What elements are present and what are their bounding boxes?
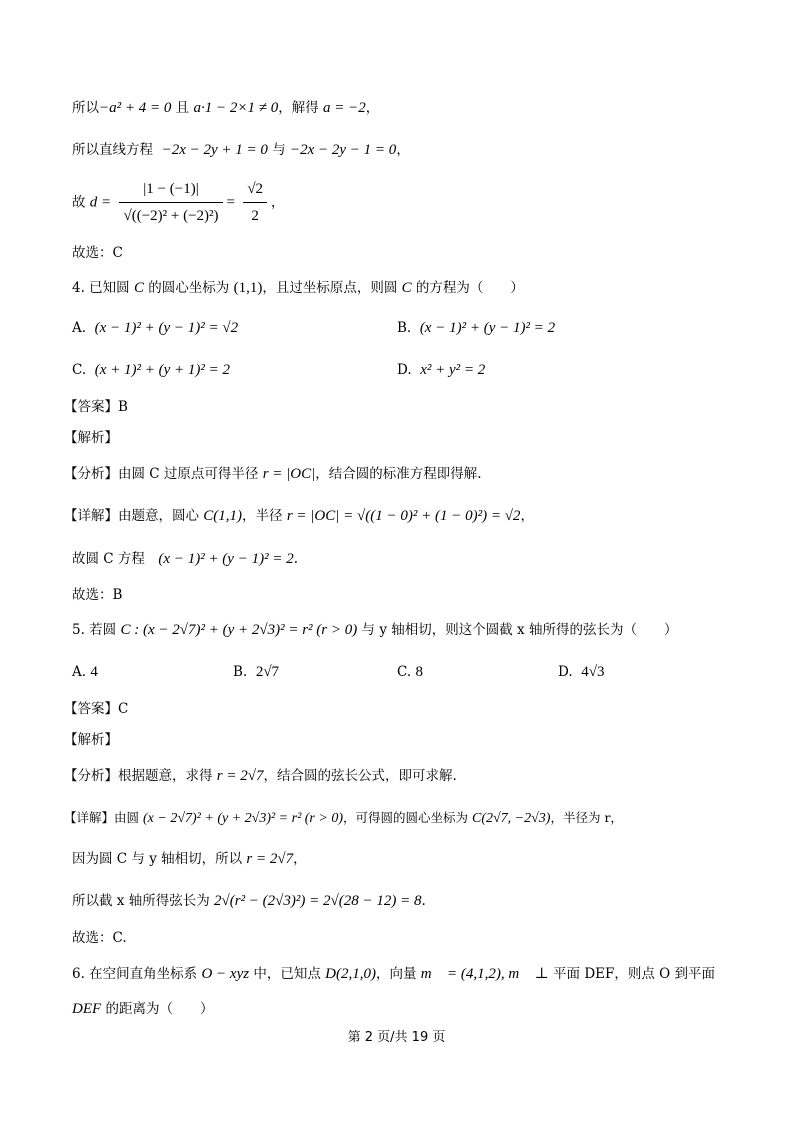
option-label: B. (397, 320, 412, 336)
tag: 【详解】 (64, 508, 118, 524)
answer-tag: 【答案】 (64, 399, 118, 415)
question-5 (72, 620, 677, 640)
math-expr: 2√(r² − (2√3)²) = 2√(28 − 12) = 8 (214, 893, 422, 909)
question-6 (72, 964, 715, 984)
math-expr: D(2,1,0) (325, 966, 376, 982)
fenxi-4 (64, 464, 482, 484)
numerator: √2 (243, 178, 267, 203)
option-5b (233, 662, 279, 682)
fraction (119, 178, 222, 227)
text: 所以 (72, 100, 99, 116)
text: ， (520, 508, 534, 524)
option-4d (397, 360, 485, 380)
math-expr: C : (x − 2√7)² + (y + 2√3)² = r² (r > 0) (120, 622, 358, 638)
solution-line-1 (72, 98, 379, 118)
math-expr: 4 (90, 664, 98, 680)
option-label: A. (72, 320, 87, 336)
analysis-tag: 【解析】 (64, 732, 118, 748)
option-label: D. (558, 664, 573, 680)
math-expr: r = |OC| (262, 466, 316, 482)
denominator: √((−2)² + (−2)²) (123, 208, 219, 224)
text: ，结合圆的标准方程即得解. (315, 466, 482, 482)
math-expr: r = 2√7 (216, 768, 264, 784)
xiangjie-4 (64, 506, 534, 526)
math-expr: 8 (415, 664, 423, 680)
tangent-5 (72, 849, 307, 869)
text: 中，已知点 (249, 966, 326, 982)
option-label: B. (233, 664, 248, 680)
text: 与 y 轴相切，则这个圆截 x 轴所得的弦长为（ ） (357, 622, 678, 638)
math-expr: −2x − 2y − 1 = 0 (290, 142, 397, 158)
tag: 【分析】 (64, 466, 118, 482)
answer-value: C (118, 701, 129, 717)
math-expr: C(1,1) (203, 508, 243, 524)
option-4a (72, 318, 238, 338)
math-expr: (x + 1)² + (y + 1)² = 2 (94, 362, 231, 378)
text: 的距离为（ ） (101, 1001, 214, 1017)
math-expr: −a² + 4 = 0 (99, 100, 172, 116)
page-footer: 第 2 页/共 19 页 (347, 1030, 446, 1045)
text: . (293, 551, 298, 567)
math-expr: = (226, 194, 236, 211)
option-label: A. (72, 664, 87, 680)
xiangjie-5 (64, 808, 623, 829)
math-expr: C(2√7, −2√3) (471, 811, 551, 826)
text: ，向量 (376, 966, 421, 982)
fenxi-5 (64, 766, 457, 786)
math-expr: (x − 1)² + (y − 1)² = 2 (419, 320, 556, 336)
text: 故选：C (72, 245, 123, 261)
math-expr: (x − 1)² + (y − 1)² = 2 (158, 551, 294, 567)
tag: 【详解】 (64, 810, 115, 825)
text: 根据题意，求得 (118, 768, 217, 784)
text: 与 (267, 142, 290, 158)
math-expr: (1,1) (233, 280, 263, 296)
text: 6. 在空间直角坐标系 (72, 966, 202, 982)
text: 由题意，圆心 (118, 508, 204, 524)
text: . (421, 893, 426, 909)
option-5d (558, 662, 604, 682)
math-var: C (401, 280, 412, 296)
text: ，解得 (278, 100, 323, 116)
option-label: C. (72, 362, 87, 378)
option-4b (397, 318, 555, 338)
analysis-4 (64, 428, 118, 448)
text: 故选：C. (72, 930, 127, 946)
text: 因为圆 C 与 y 轴相切，所以 (72, 851, 247, 867)
option-label: C. (397, 664, 412, 680)
text: 由圆 C 过原点可得半径 (118, 466, 263, 482)
math-expr: 4√3 (581, 664, 605, 680)
math-expr: a = −2 (323, 100, 366, 116)
conclusion-4 (72, 549, 298, 569)
answer-value: B (118, 399, 128, 415)
text: 的方程为（ ） (411, 280, 524, 296)
math-expr: x² + y² = 2 (420, 362, 486, 378)
question-6-cont (72, 999, 213, 1019)
text: ， (365, 100, 380, 116)
denominator: 2 (251, 208, 259, 224)
text: ，且过坐标原点，则圆 (262, 280, 402, 296)
math-expr: (x − 2√7)² + (y + 2√3)² = r² (r > 0) (143, 811, 343, 826)
text: 4. 已知圆 (72, 280, 134, 296)
text: 故圆 C 方程 (72, 551, 159, 567)
analysis-tag: 【解析】 (64, 430, 118, 446)
math-expr: a·1 − 2×1 ≠ 0 (193, 100, 279, 116)
math-expr: −2x − 2y + 1 = 0 (161, 142, 268, 158)
text: 故选：B (72, 587, 123, 603)
text: ，结合圆的弦长公式，即可求解. (263, 768, 457, 784)
option-5c (397, 662, 423, 682)
text: ， (271, 194, 285, 211)
text: 平面 DEF，则点 O 到平面 (548, 966, 716, 982)
text: ，半径 (242, 508, 287, 524)
text: 所以截 x 轴所得弦长为 (72, 893, 214, 909)
option-label: D. (397, 362, 412, 378)
answer-4 (64, 397, 128, 417)
text: 5. 若圆 (72, 622, 121, 638)
math-expr: r = |OC| = √((1 − 0)² + (1 − 0)²) = √2 (286, 508, 521, 524)
answer-choice-line (72, 243, 123, 263)
text: ， (293, 851, 307, 867)
text: ， (396, 142, 410, 158)
numerator: |1 − (−1)| (119, 178, 222, 203)
option-4c (72, 360, 230, 380)
option-5a (72, 662, 98, 682)
answer-5 (64, 699, 128, 719)
math-expr: O − xyz (201, 966, 250, 982)
text: 由圆 (114, 810, 143, 825)
text: 且 (171, 100, 194, 116)
solution-line-distance (72, 178, 285, 227)
math-expr: 2√7 (255, 664, 280, 680)
math-var: C (133, 280, 144, 296)
choice-4 (72, 585, 122, 605)
math-expr: (x − 1)² + (y − 1)² = √2 (94, 320, 239, 336)
text: ，可得圆的圆心坐标为 (343, 810, 472, 825)
analysis-5 (64, 730, 118, 750)
math-expr: r = 2√7 (246, 851, 294, 867)
chord-5 (72, 891, 426, 911)
solution-line-2 (72, 140, 410, 160)
math-expr: d = (89, 194, 112, 211)
math-expr: m⃗ = (4,1,2), m⃗ ⊥ (420, 966, 549, 982)
fraction (243, 178, 267, 227)
tag: 【分析】 (64, 768, 118, 784)
choice-5 (72, 928, 127, 948)
text: 故 (72, 194, 90, 211)
text: ，半径为 r， (550, 810, 623, 825)
text: 的圆心坐标为 (143, 280, 234, 296)
text: 所以直线方程 (72, 142, 153, 158)
math-expr: DEF (72, 1001, 102, 1017)
question-4 (72, 278, 524, 298)
answer-tag: 【答案】 (64, 701, 118, 717)
